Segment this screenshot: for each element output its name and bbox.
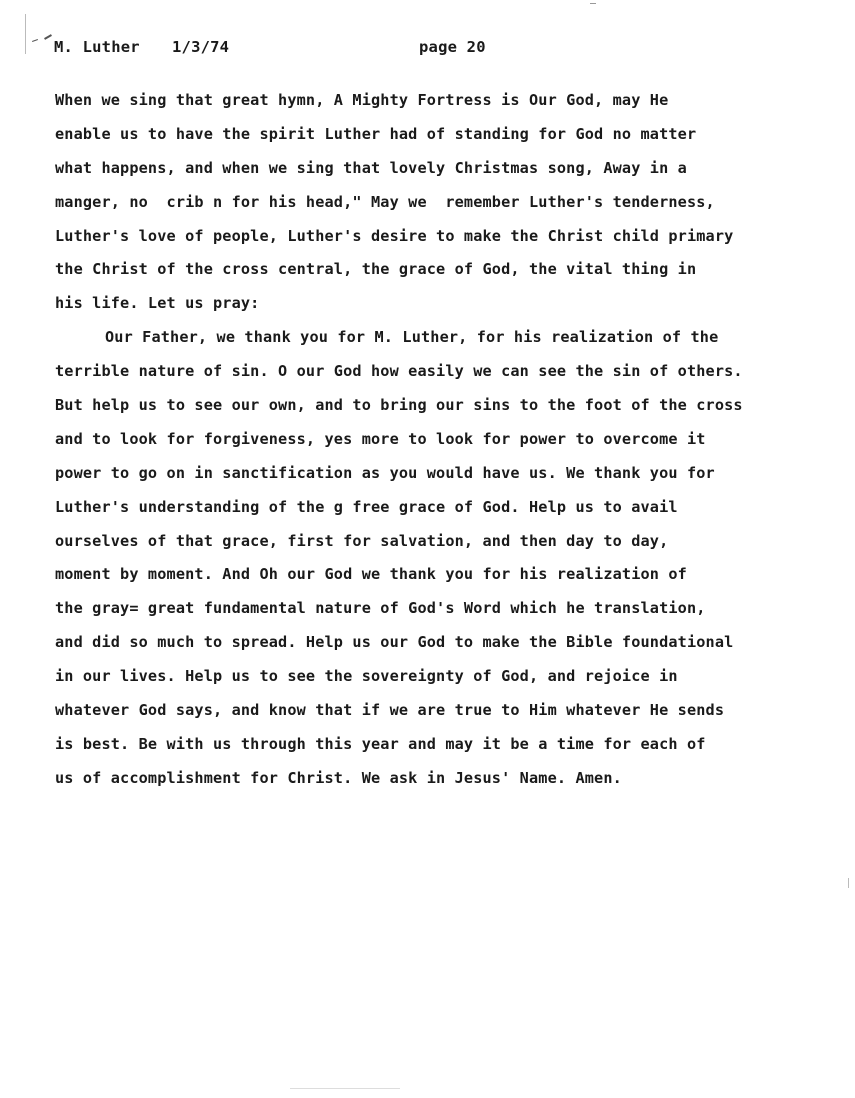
- header-date: 1/3/74: [172, 38, 230, 56]
- header-author: M. Luther: [54, 38, 140, 56]
- scan-speck: [590, 3, 596, 4]
- text-line: terrible nature of sin. O our God how easily we can see the sin of others.: [55, 362, 743, 381]
- text-line: what happens, and when we sing that lovely Christmas song, Away in a: [55, 158, 687, 177]
- text-line: manger, no crib n for his head," May we remember Luther's tenderness,: [55, 192, 715, 211]
- text-line: us of accomplishment for Christ. We ask in Jesus' Name. Amen.: [55, 768, 622, 787]
- text-line: and did so much to spread. Help us our God to make the Bible foundational: [55, 633, 734, 652]
- text-line: When we sing that great hymn, A Mighty Fortress is Our God, may He: [55, 91, 669, 109]
- body-text: [55, 89, 835, 801]
- paragraph-start-line: Our Father, we thank you for M. Luther, for his realization of the: [105, 328, 719, 347]
- text-line: ourselves of that grace, first for salvation, and then day to day,: [55, 531, 669, 550]
- text-line: But help us to see our own, and to bring our sins to the foot of the cross: [55, 396, 743, 415]
- scan-speck: [290, 1088, 400, 1089]
- text-line: Luther's understanding of the g free grace of God. Help us to avail: [55, 497, 678, 516]
- scan-edge-mark: [25, 14, 26, 54]
- text-line: power to go on in sanctification as you would have us. We thank you for: [55, 463, 715, 482]
- pen-mark: [32, 39, 38, 42]
- text-line: the Christ of the cross central, the grace of God, the vital thing in: [55, 260, 697, 279]
- text-line: moment by moment. And Oh our God we thank you for his realization of: [55, 565, 687, 584]
- pen-mark: [44, 34, 52, 40]
- text-line: Luther's love of people, Luther's desire to make the Christ child primary: [55, 226, 734, 245]
- text-line: is best. Be with us through this year and may it be a time for each of: [55, 734, 706, 753]
- text-line: and to look for forgiveness, yes more to look for power to overcome it: [55, 429, 706, 448]
- text-line: whatever God says, and know that if we are true to Him whatever He sends: [55, 701, 725, 720]
- scan-speck: [848, 878, 849, 888]
- page-header: [54, 38, 554, 60]
- header-page-number: page 20: [419, 38, 486, 56]
- text-line: in our lives. Help us to see the sovereignty of God, and rejoice in: [55, 667, 678, 686]
- text-line: his life. Let us pray:: [55, 294, 260, 313]
- text-line: the gray= great fundamental nature of God's Word which he translation,: [55, 599, 706, 618]
- text-line: enable us to have the spirit Luther had of standing for God no matter: [55, 124, 697, 143]
